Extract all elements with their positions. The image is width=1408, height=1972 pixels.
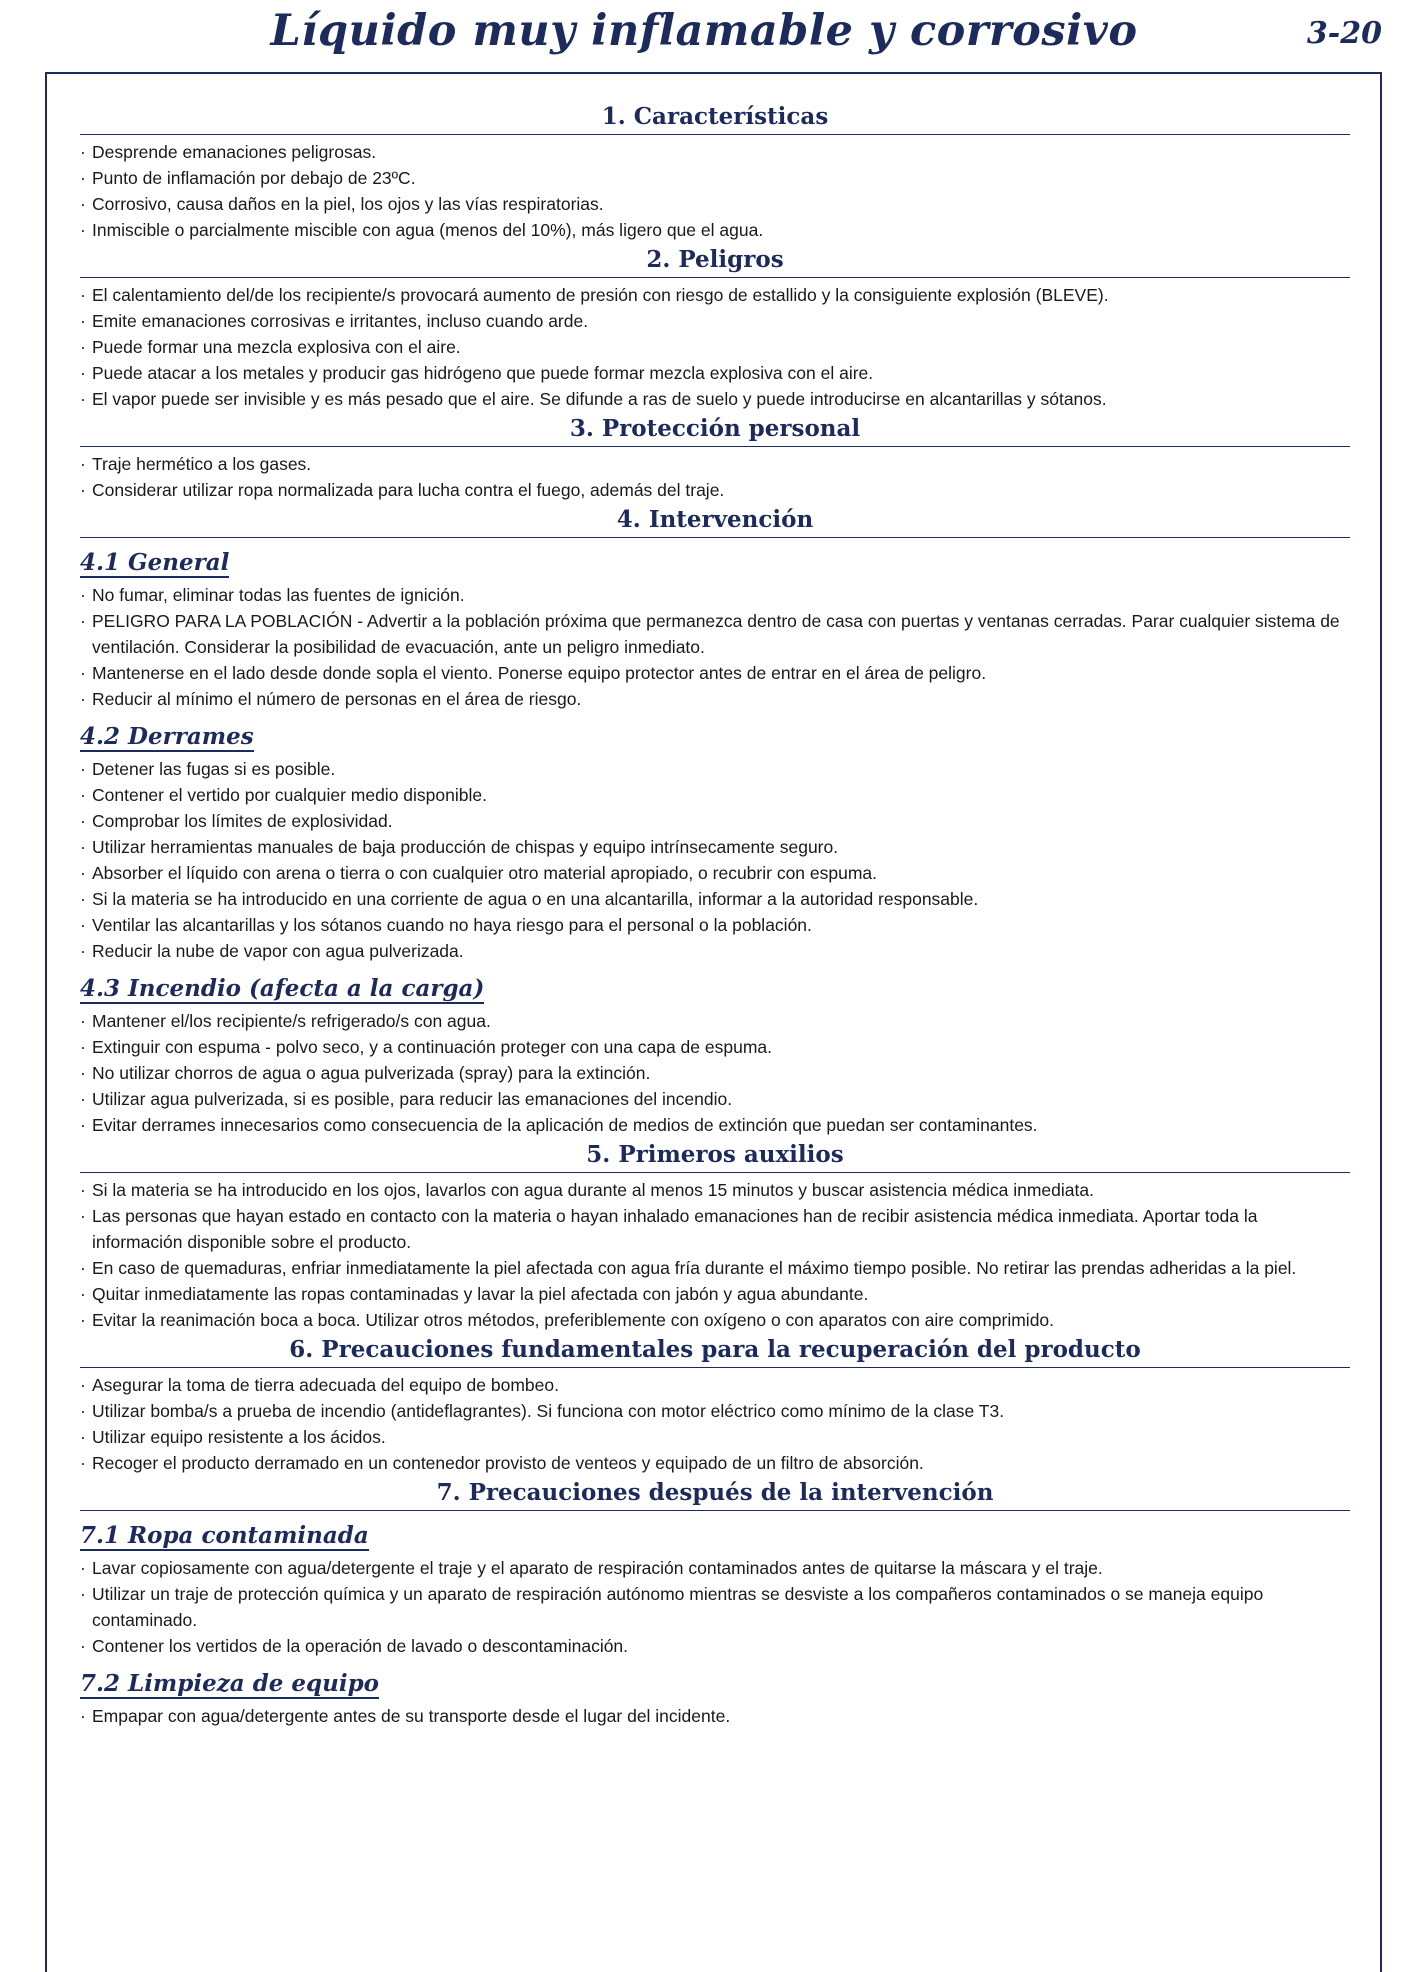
list-item: · Traje hermético a los gases. xyxy=(80,451,1350,477)
document-body xyxy=(80,100,1350,1729)
section-title: 5. Primeros auxilios xyxy=(80,1140,1350,1173)
section-title: 7. Precauciones después de la intervención xyxy=(80,1478,1350,1511)
subsection-title xyxy=(80,974,1350,1004)
list-item: · Evitar derrames innecesarios como consecuencia de la aplicación de medios de extinción que puedan ser contaminantes. xyxy=(80,1112,1350,1138)
list-item: · Empapar con agua/detergente antes de su transporte desde el lugar del incidente. xyxy=(80,1703,1350,1729)
subsection-title-text: 4.1 General xyxy=(80,549,230,576)
list-item: · Comprobar los límites de explosividad. xyxy=(80,808,1350,834)
section-5 xyxy=(80,1140,1350,1333)
section-1 xyxy=(80,102,1350,243)
list-item: · Contener los vertidos de la operación de lavado o descontaminación. xyxy=(80,1633,1350,1659)
list-item: · Si la materia se ha introducido en una corriente de agua o en una alcantarilla, informar a la autoridad responsable. xyxy=(80,886,1350,912)
bullet-list xyxy=(80,139,1350,243)
list-item: · Las personas que hayan estado en contacto con la materia o hayan inhalado emanaciones han de recibir asistencia médica inmediata. Aportar toda la información disponible sobre el producto. xyxy=(80,1203,1350,1255)
section-title: 4. Intervención xyxy=(80,505,1350,538)
section-7 xyxy=(80,1478,1350,1729)
subsection-title-text: 4.3 Incendio (afecta a la carga) xyxy=(80,975,485,1002)
subsection-title-text: 7.2 Limpieza de equipo xyxy=(80,1670,380,1697)
list-item: · Utilizar un traje de protección química y un aparato de respiración autónomo mientras se desviste a los compañeros contaminados o se maneja equipo contaminado. xyxy=(80,1581,1350,1633)
list-item: · Ventilar las alcantarillas y los sótanos cuando no haya riesgo para el personal o la población. xyxy=(80,912,1350,938)
section-title: 6. Precauciones fundamentales para la recuperación del producto xyxy=(80,1335,1350,1368)
list-item: · Recoger el producto derramado en un contenedor provisto de venteos y equipado de un filtro de absorción. xyxy=(80,1450,1350,1476)
subsection-title xyxy=(80,1521,1350,1551)
bullet-list xyxy=(80,1177,1350,1333)
list-item: · PELIGRO PARA LA POBLACIÓN - Advertir a la población próxima que permanezca dentro de casa con puertas y ventanas cerradas. Parar cualquier sistema de ventilación. Considerar la posibilidad de evacuación, ante un peligro inmediato. xyxy=(80,608,1350,660)
page-header xyxy=(0,0,1408,70)
list-item: · Lavar copiosamente con agua/detergente el traje y el aparato de respiración contaminados antes de quitarse la máscara y el traje. xyxy=(80,1555,1350,1581)
page-number: 3-20 xyxy=(1306,16,1382,51)
bullet-list xyxy=(80,1008,1350,1138)
list-item: · Extinguir con espuma - polvo seco, y a continuación proteger con una capa de espuma. xyxy=(80,1034,1350,1060)
list-item: · Absorber el líquido con arena o tierra o con cualquier otro material apropiado, o recubrir con espuma. xyxy=(80,860,1350,886)
list-item: · Mantenerse en el lado desde donde sopla el viento. Ponerse equipo protector antes de entrar en el área de peligro. xyxy=(80,660,1350,686)
section-title: 2. Peligros xyxy=(80,245,1350,278)
list-item: · Contener el vertido por cualquier medio disponible. xyxy=(80,782,1350,808)
bullet-list xyxy=(80,1703,1350,1729)
section-6 xyxy=(80,1335,1350,1476)
subsection-title xyxy=(80,1669,1350,1699)
list-item: · Reducir al mínimo el número de personas en el área de riesgo. xyxy=(80,686,1350,712)
subsection-title-text: 4.2 Derrames xyxy=(80,723,254,750)
bullet-list xyxy=(80,756,1350,964)
list-item: · No utilizar chorros de agua o agua pulverizada (spray) para la extinción. xyxy=(80,1060,1350,1086)
list-item: · Corrosivo, causa daños en la piel, los ojos y las vías respiratorias. xyxy=(80,191,1350,217)
list-item: · Quitar inmediatamente las ropas contaminadas y lavar la piel afectada con jabón y agua abundante. xyxy=(80,1281,1350,1307)
list-item: · Utilizar herramientas manuales de baja producción de chispas y equipo intrínsecamente seguro. xyxy=(80,834,1350,860)
list-item: · El calentamiento del/de los recipiente/s provocará aumento de presión con riesgo de estallido y la consiguiente explosión (BLEVE). xyxy=(80,282,1350,308)
list-item: · El vapor puede ser invisible y es más pesado que el aire. Se difunde a ras de suelo y puede introducirse en alcantarillas y sótanos. xyxy=(80,386,1350,412)
section-2 xyxy=(80,245,1350,412)
bullet-list xyxy=(80,582,1350,712)
list-item: · Evitar la reanimación boca a boca. Utilizar otros métodos, preferiblemente con oxígeno o con aparatos con aire comprimido. xyxy=(80,1307,1350,1333)
list-item: · Inmiscible o parcialmente miscible con agua (menos del 10%), más ligero que el agua. xyxy=(80,217,1350,243)
section-title: 3. Protección personal xyxy=(80,414,1350,447)
list-item: · Utilizar agua pulverizada, si es posible, para reducir las emanaciones del incendio. xyxy=(80,1086,1350,1112)
list-item: · Considerar utilizar ropa normalizada para lucha contra el fuego, además del traje. xyxy=(80,477,1350,503)
list-item: · Reducir la nube de vapor con agua pulverizada. xyxy=(80,938,1350,964)
bullet-list xyxy=(80,1555,1350,1659)
bullet-list xyxy=(80,451,1350,503)
section-title: 1. Características xyxy=(80,102,1350,135)
list-item: · Utilizar equipo resistente a los ácidos. xyxy=(80,1424,1350,1450)
subsection-title xyxy=(80,548,1350,578)
list-item: · Desprende emanaciones peligrosas. xyxy=(80,139,1350,165)
list-item: · Mantener el/los recipiente/s refrigerado/s con agua. xyxy=(80,1008,1350,1034)
list-item: · No fumar, eliminar todas las fuentes de ignición. xyxy=(80,582,1350,608)
section-4 xyxy=(80,505,1350,1138)
list-item: · Punto de inflamación por debajo de 23ºC. xyxy=(80,165,1350,191)
list-item: · Utilizar bomba/s a prueba de incendio (antideflagrantes). Si funciona con motor eléctrico como mínimo de la clase T3. xyxy=(80,1398,1350,1424)
list-item: · Puede formar una mezcla explosiva con el aire. xyxy=(80,334,1350,360)
list-item: · Detener las fugas si es posible. xyxy=(80,756,1350,782)
list-item: · Asegurar la toma de tierra adecuada del equipo de bombeo. xyxy=(80,1372,1350,1398)
subsection-title xyxy=(80,722,1350,752)
section-3 xyxy=(80,414,1350,503)
subsection-title-text: 7.1 Ropa contaminada xyxy=(80,1522,369,1549)
list-item: · Puede atacar a los metales y producir gas hidrógeno que puede formar mezcla explosiva con el aire. xyxy=(80,360,1350,386)
bullet-list xyxy=(80,1372,1350,1476)
list-item: · Si la materia se ha introducido en los ojos, lavarlos con agua durante al menos 15 minutos y buscar asistencia médica inmediata. xyxy=(80,1177,1350,1203)
list-item: · Emite emanaciones corrosivas e irritantes, incluso cuando arde. xyxy=(80,308,1350,334)
list-item: · En caso de quemaduras, enfriar inmediatamente la piel afectada con agua fría durante el máximo tiempo posible. No retirar las prendas adheridas a la piel. xyxy=(80,1255,1350,1281)
bullet-list xyxy=(80,282,1350,412)
page-title: Líquido muy inflamable y corrosivo xyxy=(270,6,1138,56)
